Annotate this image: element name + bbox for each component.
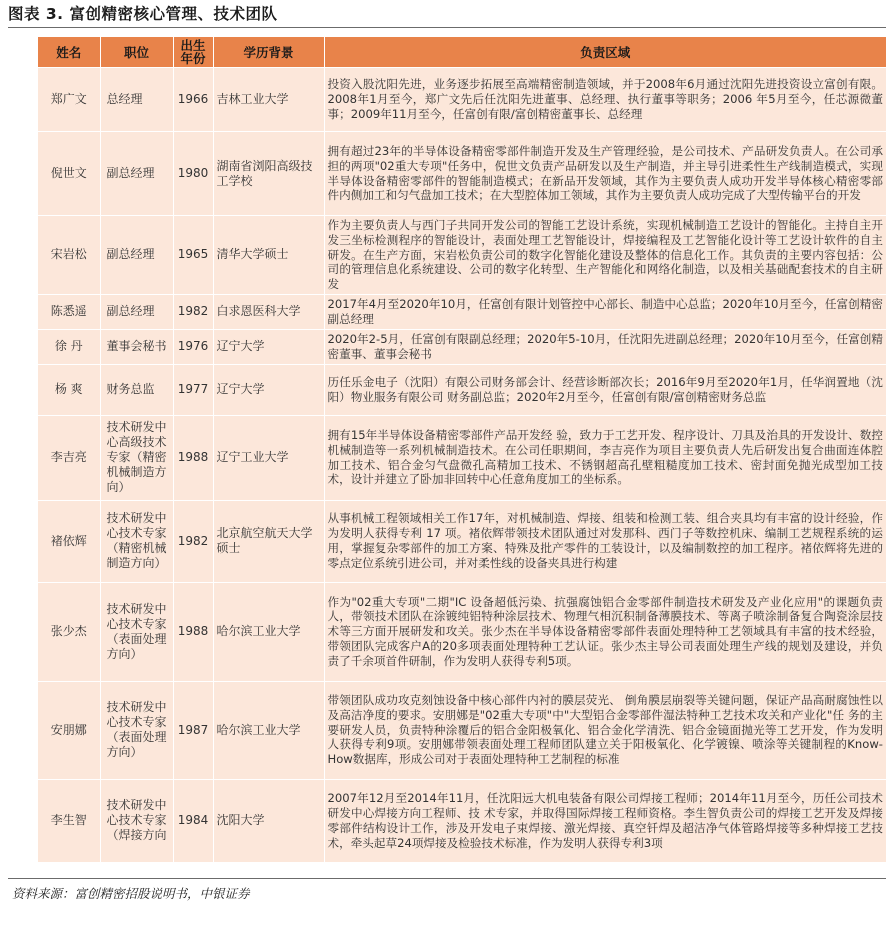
cell-birth-year: 1966 <box>173 68 213 132</box>
cell-position: 技术研发中心技术专家（表面处理方向） <box>100 582 173 681</box>
cell-responsibility: 2007年12月至2014年11月，任沈阳远大机电装备有限公司焊接工程师；2014年11月至今，历任公司技术研发中心焊接方向工程师、技 术专家，并取得国际焊接工程师资格。李生智负责公司的焊接工艺开发及焊接零部件结构设计工作，涉及开发电子束焊接、激光焊接、真空钎焊及超洁净气体管路焊接等多种焊接工艺技术，牵头起草24项焊接及检验技术标准，作为发明人获得专利3项 <box>324 779 886 862</box>
cell-responsibility: 带领团队成功攻克刻蚀设备中核心部件内衬的膜层荧光、 倒角膜层崩裂等关键问题，保证产品高耐腐蚀性以及高洁净度的要求。安朋娜是"02重大专项"中"大型铝合金零部件湿法特种工艺技术攻关和产业化"任 务的主要研发人员，负责特种涂覆后的铝合金阳极氧化、铝合金化学清洗、铝合金镜面抛光等工艺开发，作为发明人获得专利9项。安朋娜带领表面处理工程师团队建立关于阳极氧化、化学镀镍、喷涂等关键制程的Know-How数据库，形成公司对于表面处理特种工艺制程的标准 <box>324 681 886 779</box>
header-birth-year: 出生年份 <box>173 37 213 68</box>
table-row <box>38 779 886 862</box>
cell-position: 副总经理 <box>100 132 173 216</box>
table-row <box>38 582 886 681</box>
cell-birth-year: 1982 <box>173 500 213 582</box>
cell-name: 徐 丹 <box>38 329 100 364</box>
cell-position: 总经理 <box>100 68 173 132</box>
table-row <box>38 216 886 295</box>
cell-birth-year: 1988 <box>173 582 213 681</box>
cell-education: 白求恩医科大学 <box>213 294 324 329</box>
header-name: 姓名 <box>38 37 100 68</box>
cell-name: 郑广文 <box>38 68 100 132</box>
cell-education: 哈尔滨工业大学 <box>213 582 324 681</box>
cell-birth-year: 1977 <box>173 364 213 415</box>
cell-position: 技术研发中心技术专家（焊接方向 <box>100 779 173 862</box>
table-row <box>38 132 886 216</box>
table-row <box>38 329 886 364</box>
cell-position: 副总经理 <box>100 294 173 329</box>
cell-responsibility: 拥有超过23年的半导体设备精密零部件制造开发及生产管理经验，是公司技术、产品研发负责人。在公司承担的两项"02重大专项"任务中，倪世文负责产品研发以及生产制造，并主导引进柔性生产线制造模式，实现半导体设备精密零部件的智能制造模式；在新品开发领域，其作为主要负责人成功开发半导体核心精密零部件内侧加工和匀气盘加工技术；在大型腔体加工领域，其作为主要负责人成功完成了大型传输平台的开发 <box>324 132 886 216</box>
cell-name: 李吉亮 <box>38 415 100 500</box>
cell-responsibility: 历任乐金电子（沈阳）有限公司财务部会计、经营诊断部次长；2016年9月至2020年1月，任华润置地（沈阳）物业服务有限公司 财务副总监；2020年2月至今，任富创有限/富创精密财务总监 <box>324 364 886 415</box>
header-responsibility: 负责区域 <box>324 37 886 68</box>
table-row <box>38 68 886 132</box>
cell-position: 董事会秘书 <box>100 329 173 364</box>
cell-education: 辽宁大学 <box>213 364 324 415</box>
table-row <box>38 681 886 779</box>
cell-name: 倪世文 <box>38 132 100 216</box>
cell-name: 陈悉遥 <box>38 294 100 329</box>
cell-responsibility: 从事机械工程领域相关工作17年，对机械制造、焊接、组装和检测工装、组合夹具均有丰富的设计经验，作为发明人获得专利 17 项。褚依辉带领技术团队通过对发那科、西门子等数控机床、编制工艺规程系统的运用，掌握复杂零部件的加工方案、特殊及批产零件的工装设计，以及编制数控的加工程序。褚依辉将先进的零点定位系统引进公司，并对柔性线的设备夹具进行构建 <box>324 500 886 582</box>
cell-education: 沈阳大学 <box>213 779 324 862</box>
cell-birth-year: 1987 <box>173 681 213 779</box>
source-note: 资料来源：富创精密招股说明书，中银证券 <box>12 886 250 901</box>
header-position: 职位 <box>100 37 173 68</box>
cell-birth-year: 1988 <box>173 415 213 500</box>
table-row <box>38 415 886 500</box>
cell-position: 技术研发中心技术专家（精密机械制造方向） <box>100 500 173 582</box>
cell-education: 湖南省浏阳高级技工学校 <box>213 132 324 216</box>
cell-responsibility: 作为主要负责人与西门子共同开发公司的智能工艺设计系统，实现机械制造工艺设计的智能化。主持自主开发三坐标检测程序的智能设计，表面处理工艺智能设计，焊接编程及工艺智能化设计等工艺设计软件的自主研发。在生产方面，宋岩松负责公司的数字化智能化建设及整体的信息化工作。其负责的主要内容包括：公司的管理信息化系统建设、公司的数字化转型、生产智能化和网络化制造，以及相关基础配套技术的自主研发 <box>324 216 886 295</box>
table-row <box>38 294 886 329</box>
cell-responsibility: 拥有15年半导体设备精密零部件产品开发经 验，致力于工艺开发、程序设计、刀具及治具的开发设计、数控机械制造等一系列机械制造技术。在公司任职期间，李吉亮作为项目主要负责人先后研发出复合曲面连体腔加工技术、铝合金匀气盘微孔高精加工技术、不锈钢超高孔壁粗糙度加工技术、密封面免抛光成型加工技术，设计并建立了卧加非回转中心任意角度加工的坐标系。 <box>324 415 886 500</box>
cell-education: 哈尔滨工业大学 <box>213 681 324 779</box>
cell-education: 吉林工业大学 <box>213 68 324 132</box>
table-row <box>38 364 886 415</box>
cell-position: 技术研发中心高级技术专家（精密机械制造方向） <box>100 415 173 500</box>
cell-responsibility: 2017年4月至2020年10月，任富创有限计划管控中心部长、制造中心总监；2020年10月至今，任富创精密副总经理 <box>324 294 886 329</box>
cell-name: 褚依辉 <box>38 500 100 582</box>
management-table <box>38 37 886 862</box>
cell-education: 清华大学硕士 <box>213 216 324 295</box>
management-table-container <box>38 37 886 862</box>
cell-education: 北京航空航天大学硕士 <box>213 500 324 582</box>
header-education: 学历背景 <box>213 37 324 68</box>
cell-responsibility: 投资入股沈阳先进，业务逐步拓展至高端精密制造领域，并于2008年6月通过沈阳先进投资设立富创有限。2008年1月至今，郑广文先后任沈阳先进董事、总经理、执行董事等职务；2006 年5月至今，任芯源微董事；2009年11月至今，任富创有限/富创精密董事长、总经理 <box>324 68 886 132</box>
cell-birth-year: 1982 <box>173 294 213 329</box>
page-title: 图表 3. 富创精密核心管理、技术团队 <box>8 5 278 23</box>
cell-name: 李生智 <box>38 779 100 862</box>
table-row <box>38 500 886 582</box>
cell-name: 杨 爽 <box>38 364 100 415</box>
cell-birth-year: 1965 <box>173 216 213 295</box>
table-header-row <box>38 37 886 68</box>
cell-name: 张少杰 <box>38 582 100 681</box>
cell-education: 辽宁工业大学 <box>213 415 324 500</box>
cell-position: 财务总监 <box>100 364 173 415</box>
cell-name: 安朋娜 <box>38 681 100 779</box>
cell-responsibility: 作为"02重大专项"二期"IC 设备超低污染、抗强腐蚀铝合金零部件制造技术研发及产业化应用"的课题负责人，带领技术团队在涂镀纯铝特种涂层技术、物理气相沉积制备薄膜技术、等离子喷涂制备复合陶瓷涂层技术等三方面开展研发和攻关。张少杰在半导体设备精密零部件表面处理特种工艺领域具有丰富的技术经验，带领团队完成客户A的20多项表面处理特种工艺认证。张少杰主导公司表面处理生产线的规划及建设，并负责了千余项首件研制，作为发明人获得专利5项。 <box>324 582 886 681</box>
cell-birth-year: 1976 <box>173 329 213 364</box>
title-divider <box>8 27 886 28</box>
cell-name: 宋岩松 <box>38 216 100 295</box>
footer-divider <box>8 878 886 879</box>
cell-position: 副总经理 <box>100 216 173 295</box>
cell-position: 技术研发中心技术专家（表面处理方向） <box>100 681 173 779</box>
cell-birth-year: 1980 <box>173 132 213 216</box>
cell-birth-year: 1984 <box>173 779 213 862</box>
cell-responsibility: 2020年2-5月，任富创有限副总经理；2020年5-10月，任沈阳先进副总经理；2020年10月至今，任富创精密董事、董事会秘书 <box>324 329 886 364</box>
cell-education: 辽宁大学 <box>213 329 324 364</box>
